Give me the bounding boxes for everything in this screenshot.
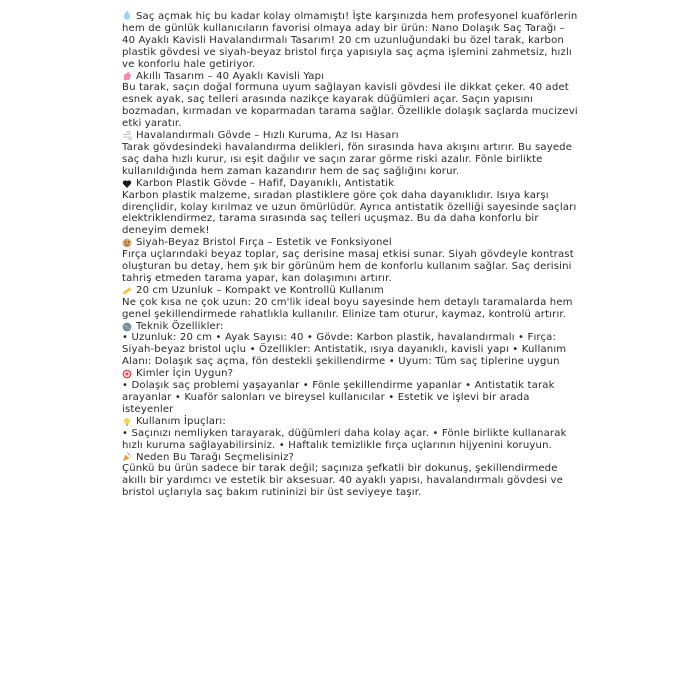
section-body: Tarak gövdesindeki havalandırma delikleri, fön sırasında hava akışını artırır. Bu sayede saç daha hızlı kurur, ısı eşit dağılır ve saçın zarar görme riski azalır. Fönle birlikte kullanıldığında hem zaman kazandırır hem de saç sağlığını korur. <box>122 141 573 177</box>
black-heart-icon <box>122 179 132 189</box>
target-icon <box>122 369 132 379</box>
section-body: Karbon plastik malzeme, sıradan plastiklere göre çok daha dayanıklıdır. Isıya karşı dirençlidir, kolay kırılmaz ve uzun ömürlüdür. Ayrıca antistatik özelliği sayesinde saçları elektriklendirmez, tarama sırasında saç telleri uçuşmaz. Bu da daha konforlu bir deneyim demek! <box>122 189 577 237</box>
section-body: Ne çok kısa ne çok uzun: 20 cm'lik ideal boyu sayesinde hem detaylı taramalarda hem genel şekillendirmede rahatlıkla kullanılır. Elinize tam oturur, kaymaz, kontrolü artırır. <box>122 296 573 320</box>
section-heading-tips <box>122 416 580 428</box>
droplet-icon <box>122 10 132 20</box>
section-title: Teknik Özellikler: <box>136 320 224 332</box>
lightbulb-icon <box>122 417 132 427</box>
pink-hand-icon <box>122 71 132 81</box>
ruler-icon <box>122 286 132 296</box>
section-body: Fırça uçlarındaki beyaz toplar, saç derisine masaj etkisi sunar. Siyah gövdeyle kontrast oluşturan bu detay, hem şık bir görünüm hem de konforlu kullanım sağlar. Saç derisini tahriş etmeden tarama yapar, kan dolaşımını artırır. <box>122 249 574 284</box>
section-title: Akıllı Tasarım – 40 Ayaklı Kavisli Yapı <box>136 70 325 82</box>
section-body: Çünkü bu ürün sadece bir tarak değil; saçınıza şefkatli bir dokunuş, şekillendirmede akıllı bir yardımcı ve estetik bir aksesuar. 40 ayaklı yapısı, havalandırmalı gövdesi ve bristol uçlarıyla saç bakım rutininizi bir üst seviyeye taşır. <box>122 463 564 499</box>
section-body: • Saçınızı nemliyken tarayarak, düğümleri daha kolay açar. • Fönle birlikte kullanarak hızlı kuruma sağlayabilirsiniz. • Haftalık temizlikle fırça uçlarının hijyenini koruyun. <box>122 427 567 451</box>
wind-icon <box>122 131 132 141</box>
section-title: Neden Bu Tarağı Seçmelisiniz? <box>136 451 295 463</box>
section-heading-ventilated-body <box>122 130 580 142</box>
section-heading-why <box>122 452 580 464</box>
section-title: Karbon Plastik Gövde – Hafif, Dayanıklı, Antistatik <box>136 177 395 189</box>
intro-paragraph <box>122 10 580 71</box>
section-body: Bu tarak, saçın doğal formuna uyum sağlayan kavisli gövdesi ile dikkat çeker. 40 adet esnek ayak, saç telleri arasında nazikçe kayarak düğümleri açar. Saçın yapısını bozmadan, kırmadan ve koparmadan tarama sağlar. Özellikle dolaşık saçlarda mucizevi etki yaratır. <box>122 82 578 130</box>
globe-icon <box>122 322 132 332</box>
section-title: Havalandırmalı Gövde – Hızlı Kuruma, Az Isı Hasarı <box>136 130 399 142</box>
party-popper-icon <box>122 452 132 462</box>
section-body: • Dolaşık saç problemi yaşayanlar • Fönle şekillendirme yapanlar • Antistatik tarak arayanlar • Kuaför salonları ve bireysel kullanıcılar • Estetik ve işlevi bir arada isteyenler <box>122 380 555 415</box>
section-heading-audience <box>122 368 580 380</box>
section-heading-smart-design <box>122 71 580 83</box>
section-title: 20 cm Uzunluk – Kompakt ve Kontrollü Kullanım <box>136 284 384 296</box>
brush-icon <box>122 238 132 248</box>
section-body: • Uzunluk: 20 cm • Ayak Sayısı: 40 • Gövde: Karbon plastik, havalandırmalı • Fırça: Siyah-beyaz bristol uçlu • Özellikler: Antistatik, ısıya dayanıklı, kavisli yapı • Kullanım Alanı: Dolaşık saç açma, fön destekli şekillendirme • Uyum: Tüm saç tiplerine uygun <box>122 332 567 368</box>
section-heading-length <box>122 285 580 297</box>
section-title: Kimler İçin Uygun? <box>136 368 234 380</box>
intro-text: Saç açmak hiç bu kadar kolay olmamıştı! İşte karşınızda hem profesyonel kuaförlerin hem de günlük kullanıcıların favorisi olmaya aday bir ürün: Nano Dolaşık Saç Tarağı – 40 Ayaklı Kavisli Havalandırmalı Tasarım! 20 cm uzunluğundaki bu özel tarak, karbon plastik gövdesi ve siyah-beyaz bristol fırça yapısıyla saç açma işlemini zahmetsiz, hızlı ve konforlu hale getiriyor. <box>122 11 578 70</box>
section-title: Siyah-Beyaz Bristol Fırça – Estetik ve Fonksiyonel <box>136 237 392 249</box>
section-heading-carbon-body <box>122 178 580 190</box>
section-title: Kullanım İpuçları: <box>136 415 226 427</box>
section-heading-technical <box>122 321 580 333</box>
section-heading-bristle-brush <box>122 237 580 249</box>
